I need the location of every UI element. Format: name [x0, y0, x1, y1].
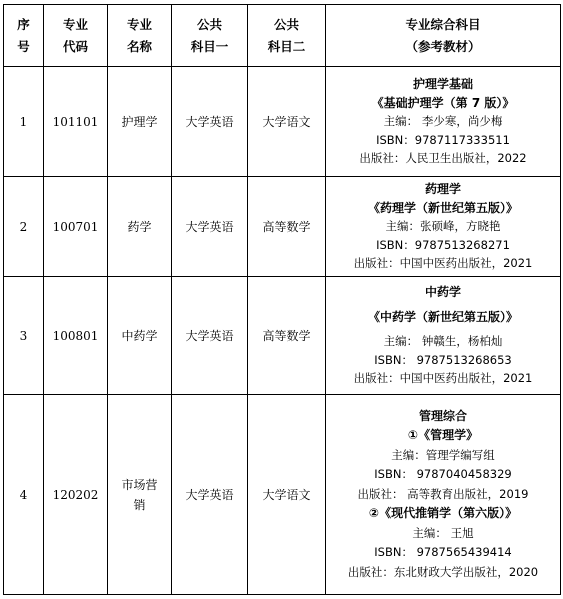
row-reference-books — [326, 277, 561, 395]
book-title: 《中药学（新世纪第五版）》 — [367, 309, 518, 324]
row-reference-books — [326, 67, 561, 177]
book-editor: 主编： 李少寒，尚少梅 — [383, 114, 503, 129]
major-exam-table — [3, 4, 561, 595]
row-public-subject-2: 大学语文 — [248, 395, 326, 595]
table-row — [4, 177, 561, 277]
subject-title: 中药学 — [424, 285, 461, 300]
book-title: ②《现代推销学（第六版）》 — [368, 506, 518, 521]
header-major-name: 专业 名称 — [108, 5, 172, 67]
book-editor: 主编： 王旭 — [412, 525, 474, 540]
table-row — [4, 395, 561, 595]
row-public-subject-1: 大学英语 — [172, 67, 248, 177]
row-seq: 3 — [4, 277, 44, 395]
book-isbn: ISBN： 9787040458329 — [374, 467, 512, 482]
row-major-code: 100801 — [44, 277, 108, 395]
book-editor: 主编：管理学编写组 — [391, 447, 495, 462]
row-major-name: 药学 — [108, 177, 172, 277]
row-reference-books — [326, 177, 561, 277]
table-header-row — [4, 5, 561, 67]
book-editor: 主编：张硕峰，方晓艳 — [385, 219, 501, 234]
book-editor: 主编： 钟赣生，杨柏灿 — [383, 334, 503, 349]
row-public-subject-2: 大学语文 — [248, 67, 326, 177]
book-publisher: 出版社： 高等教育出版社，2019 — [357, 486, 529, 501]
row-major-name: 护理学 — [108, 67, 172, 177]
table-row — [4, 277, 561, 395]
row-major-code: 100701 — [44, 177, 108, 277]
book-title: 《基础护理学（第 7 版）》 — [371, 95, 515, 110]
header-major-code: 专业 代码 — [44, 5, 108, 67]
row-public-subject-1: 大学英语 — [172, 395, 248, 595]
row-public-subject-1: 大学英语 — [172, 277, 248, 395]
book-isbn: ISBN：9787513268271 — [376, 237, 510, 252]
book-isbn: ISBN：9787117333511 — [376, 132, 510, 147]
subject-title: 药理学 — [424, 182, 461, 197]
book-title: ①《管理学》 — [407, 428, 479, 443]
header-seq: 序 号 — [4, 5, 44, 67]
row-public-subject-2: 高等数学 — [248, 177, 326, 277]
header-public-subject-2: 公共 科目二 — [248, 5, 326, 67]
book-publisher: 出版社：中国中医药出版社，2021 — [353, 371, 533, 386]
row-seq: 4 — [4, 395, 44, 595]
row-seq: 1 — [4, 67, 44, 177]
header-comprehensive-subject: 专业综合科目 （参考教材） — [326, 5, 561, 67]
header-public-subject-1: 公共 科目一 — [172, 5, 248, 67]
subject-title: 管理综合 — [418, 408, 467, 423]
book-publisher: 出版社：人民卫生出版社，2022 — [359, 151, 527, 166]
row-major-code: 120202 — [44, 395, 108, 595]
book-isbn: ISBN： 9787565439414 — [374, 545, 512, 560]
row-major-name: 市场营销 — [108, 395, 172, 595]
book-isbn: ISBN： 9787513268653 — [374, 352, 512, 367]
subject-title: 护理学基础 — [412, 77, 473, 92]
row-public-subject-2: 高等数学 — [248, 277, 326, 395]
row-public-subject-1: 大学英语 — [172, 177, 248, 277]
book-publisher: 出版社：中国中医药出版社，2021 — [353, 256, 533, 271]
row-major-name: 中药学 — [108, 277, 172, 395]
table-row — [4, 67, 561, 177]
row-seq: 2 — [4, 177, 44, 277]
row-reference-books — [326, 395, 561, 595]
row-major-code: 101101 — [44, 67, 108, 177]
book-title: 《药理学（新世纪第五版）》 — [367, 200, 518, 215]
book-publisher: 出版社：东北财政大学出版社，2020 — [347, 564, 539, 579]
